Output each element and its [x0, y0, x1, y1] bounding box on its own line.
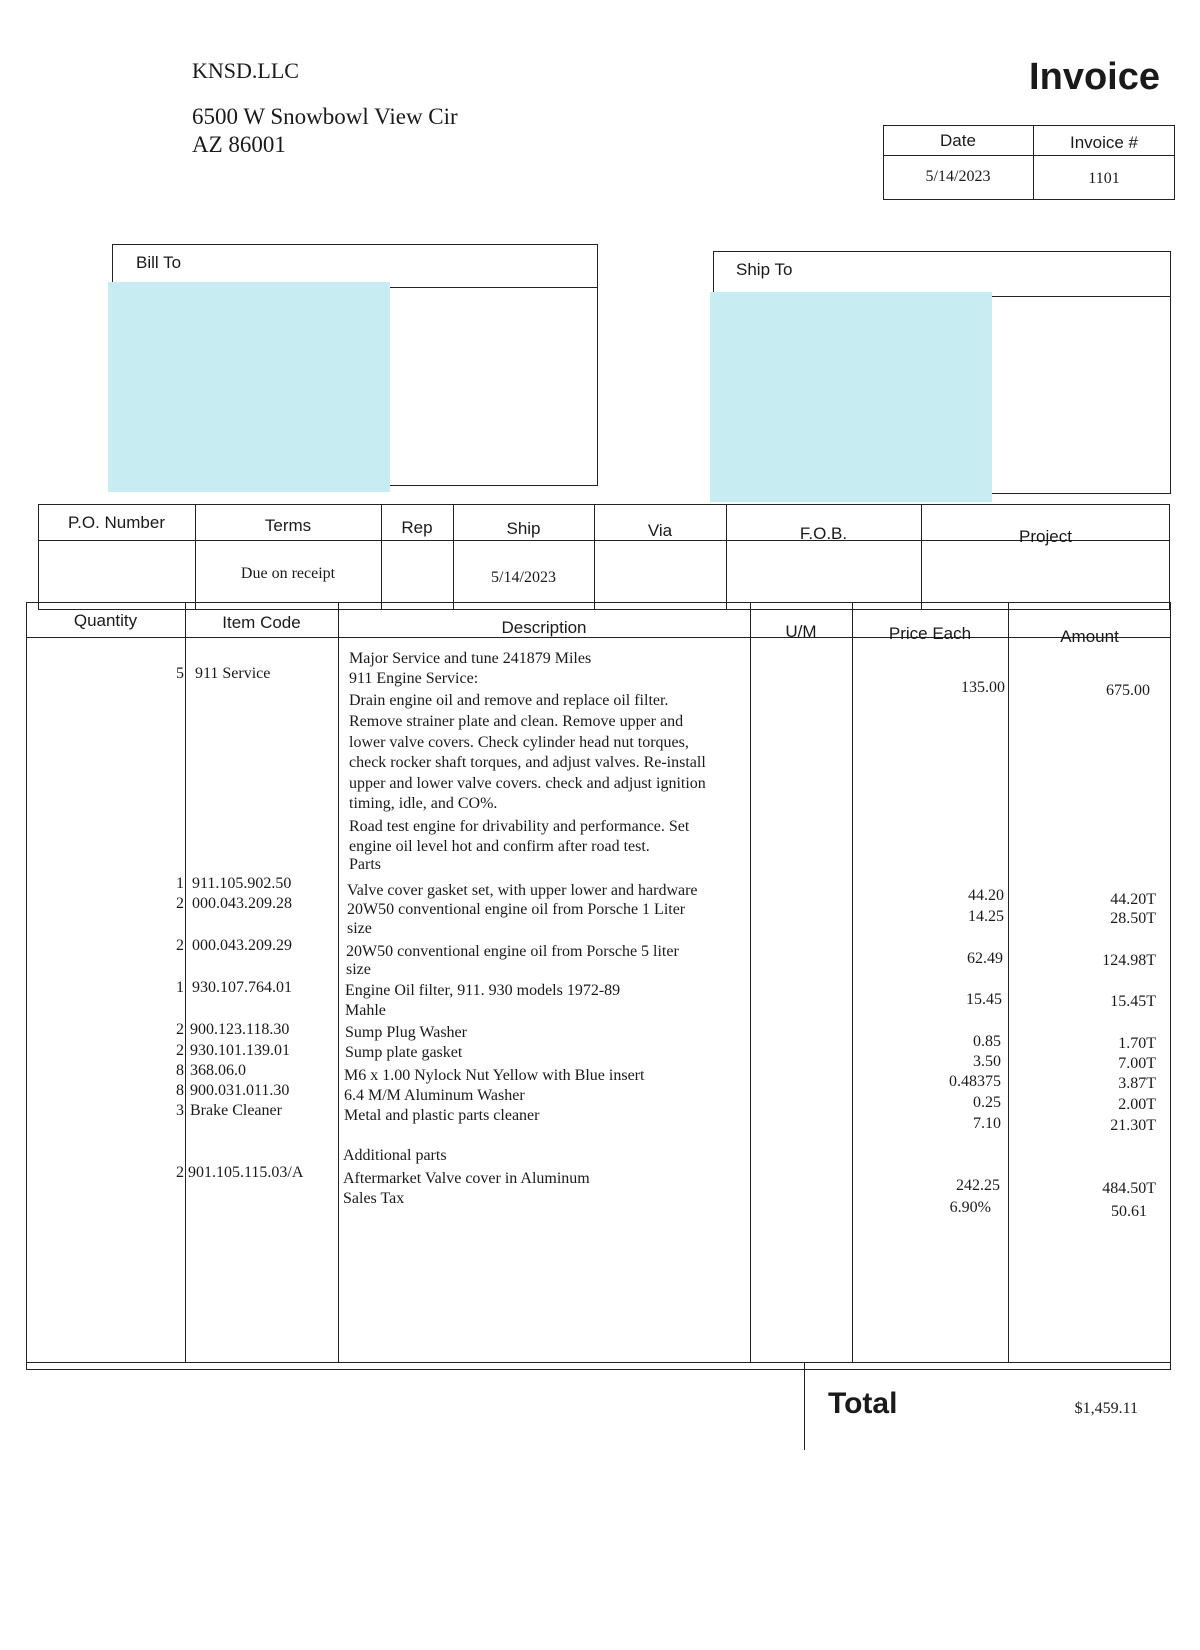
price-each-cell: 14.25 — [968, 908, 1004, 925]
description-header: Description — [501, 618, 587, 637]
description-line: Sump Plug Washer — [345, 1024, 467, 1041]
qty-cell: 8 — [176, 1062, 184, 1079]
bill-to-redaction — [108, 282, 390, 492]
rep-header: Rep — [401, 518, 433, 537]
project-header: Project — [1019, 527, 1072, 546]
po-number-header: P.O. Number — [67, 513, 165, 532]
amount-cell: 1.70T — [1118, 1035, 1156, 1052]
um-header: U/M — [785, 622, 817, 641]
price-each-cell: 242.25 — [956, 1177, 1000, 1194]
price-each-cell: 0.85 — [973, 1033, 1001, 1050]
description-line: 911 Engine Service: — [349, 670, 479, 687]
ship-value: 5/14/2023 — [491, 569, 556, 586]
company-name: KNSD.LLC — [192, 58, 299, 83]
qty-cell: 1 — [176, 875, 184, 892]
price-each-cell: 3.50 — [973, 1053, 1001, 1070]
total-value: $1,459.11 — [1074, 1400, 1138, 1417]
invoice-number-value: 1101 — [1088, 170, 1120, 187]
description-line: upper and lower valve covers. check and adjust ignition — [349, 775, 706, 792]
description-line: Drain engine oil and remove and replace oil filter. — [349, 692, 669, 709]
description-line: Additional parts — [343, 1147, 447, 1164]
description-line: Major Service and tune 241879 Miles — [349, 650, 592, 667]
item-code-cell: 930.101.139.01 — [190, 1042, 290, 1059]
description-line: size — [346, 961, 371, 978]
description-line: Parts — [349, 856, 381, 873]
amount-cell: 2.00T — [1118, 1096, 1156, 1113]
terms-header: Terms — [264, 516, 312, 535]
invoice-number-label: Invoice # — [1069, 133, 1139, 152]
ship-to-redaction — [710, 292, 992, 502]
item-code-cell: 911.105.902.50 — [192, 875, 292, 892]
description-line: timing, idle, and CO%. — [349, 795, 498, 812]
ship-to-label: Ship To — [736, 260, 793, 279]
amount-cell: 124.98T — [1102, 952, 1156, 969]
amount-header: Amount — [1060, 627, 1119, 646]
date-label: Date — [940, 131, 976, 150]
amount-cell: 44.20T — [1110, 891, 1156, 908]
description-line: size — [347, 920, 372, 937]
item-code-cell: 900.031.011.30 — [190, 1082, 290, 1099]
description-line: Road test engine for drivability and performance. Set — [349, 818, 690, 835]
price-each-header: Price Each — [888, 624, 972, 643]
invoice-title: Invoice — [1029, 56, 1160, 98]
qty-cell: 2 — [176, 1164, 184, 1181]
description-line: Mahle — [345, 1002, 386, 1019]
item-code-cell: 911 Service — [195, 665, 271, 682]
qty-cell: 1 — [176, 979, 184, 996]
description-line: Metal and plastic parts cleaner — [344, 1107, 540, 1124]
description-line: M6 x 1.00 Nylock Nut Yellow with Blue insert — [344, 1067, 645, 1084]
amount-cell: 3.87T — [1118, 1075, 1156, 1092]
amount-cell: 21.30T — [1110, 1117, 1156, 1134]
amount-cell: 50.61 — [1111, 1203, 1147, 1220]
company-address-line2: AZ 86001 — [192, 132, 286, 157]
item-code-cell: 930.107.764.01 — [192, 979, 292, 996]
description-line: 20W50 conventional engine oil from Porsche 5 liter — [346, 943, 679, 960]
price-each-cell: 0.48375 — [949, 1073, 1001, 1090]
qty-cell: 2 — [176, 895, 184, 912]
price-each-cell: 135.00 — [961, 679, 1005, 696]
price-each-cell: 7.10 — [973, 1115, 1001, 1132]
item-code-header: Item Code — [222, 613, 301, 632]
price-each-cell: 15.45 — [966, 991, 1002, 1008]
description-line: engine oil level hot and confirm after road test. — [349, 838, 650, 855]
date-value: 5/14/2023 — [925, 168, 991, 185]
price-each-cell: 6.90% — [949, 1199, 991, 1216]
amount-cell: 15.45T — [1110, 993, 1156, 1010]
fob-header: F.O.B. — [799, 524, 848, 543]
total-label: Total — [828, 1387, 898, 1420]
via-header: Via — [647, 521, 673, 540]
qty-cell: 2 — [176, 1042, 184, 1059]
amount-cell: 675.00 — [1106, 682, 1150, 699]
price-each-cell: 0.25 — [973, 1094, 1001, 1111]
ship-header: Ship — [506, 519, 541, 538]
description-line: Sales Tax — [343, 1190, 405, 1207]
item-code-cell: 000.043.209.29 — [192, 937, 292, 954]
description-line: Valve cover gasket set, with upper lower and hardware — [347, 882, 698, 899]
description-line: lower valve covers. Check cylinder head nut torques, — [349, 734, 689, 751]
item-code-cell: 368.06.0 — [190, 1062, 246, 1079]
quantity-header: Quantity — [73, 611, 138, 630]
qty-cell: 5 — [176, 665, 184, 682]
qty-cell: 8 — [176, 1082, 184, 1099]
item-code-cell: 901.105.115.03/A — [188, 1164, 304, 1181]
description-line: 20W50 conventional engine oil from Porsche 1 Liter — [347, 901, 686, 918]
price-each-cell: 44.20 — [968, 887, 1004, 904]
bill-to-label: Bill To — [136, 253, 182, 272]
qty-cell: 2 — [176, 1021, 184, 1038]
description-line: Sump plate gasket — [345, 1044, 463, 1061]
item-code-cell: 000.043.209.28 — [192, 895, 292, 912]
price-each-cell: 62.49 — [967, 950, 1003, 967]
company-address-line1: 6500 W Snowbowl View Cir — [192, 104, 458, 129]
qty-cell: 2 — [176, 937, 184, 954]
description-line: 6.4 M/M Aluminum Washer — [344, 1087, 525, 1104]
amount-cell: 484.50T — [1102, 1180, 1156, 1197]
amount-cell: 28.50T — [1110, 910, 1156, 927]
amount-cell: 7.00T — [1118, 1055, 1156, 1072]
description-line: Remove strainer plate and clean. Remove upper and — [349, 713, 684, 730]
item-code-cell: 900.123.118.30 — [190, 1021, 290, 1038]
item-code-cell: Brake Cleaner — [190, 1102, 282, 1119]
description-line: Aftermarket Valve cover in Aluminum — [343, 1170, 590, 1187]
qty-cell: 3 — [176, 1102, 184, 1119]
description-line: Engine Oil filter, 911. 930 models 1972-89 — [345, 982, 621, 999]
terms-value: Due on receipt — [240, 565, 336, 582]
description-line: check rocker shaft torques, and adjust valves. Re-install — [349, 754, 706, 771]
